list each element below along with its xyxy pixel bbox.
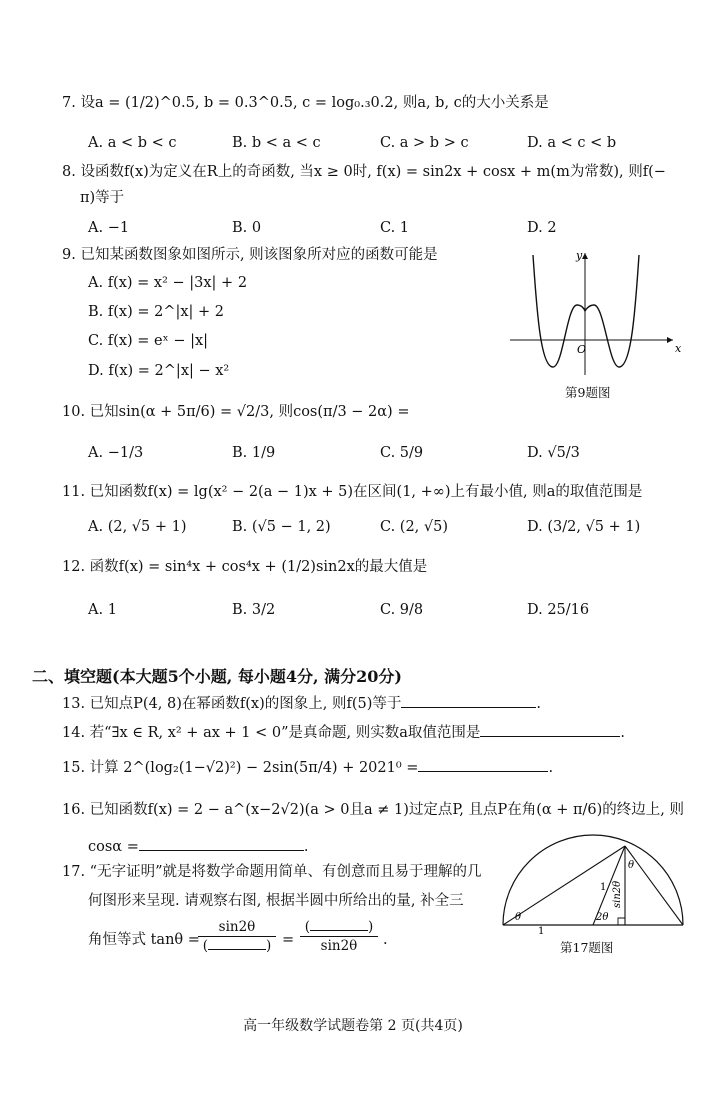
- y-axis-label: y: [576, 249, 583, 262]
- angle-2theta: 2θ: [596, 912, 609, 923]
- q13-stem: 13. 已知点P(4, 8)在幂函数f(x)的图象上, 则f(5)等于 .: [62, 693, 541, 714]
- q9-stem: 9. 已知某函数图象如图所示, 则该图象所对应的函数可能是: [62, 247, 438, 263]
- q11-stem: 11. 已知函数f(x) = lg(x² − 2(a − 1)x + 5)在区间(1, +∞)上有最小值, 则a的取值范围是: [62, 484, 643, 500]
- angle-theta-left: θ: [515, 912, 522, 923]
- q17-text: 角恒等式 tanθ =: [88, 932, 200, 948]
- q7-stem: 7. 设a = (1/2)^0.5, b = 0.3^0.5, c = log₀.₃0.2, 则a, b, c的大小关系是: [62, 95, 549, 111]
- angle-theta-top: θ: [628, 860, 635, 871]
- q9-figure-caption: 第9题图: [565, 385, 611, 400]
- page-footer: 高一年级数学试题卷第 2 页(共4页): [243, 1018, 463, 1034]
- q10-option-c: C. 5/9: [380, 445, 424, 461]
- q17-answer-blank-2[interactable]: [310, 918, 368, 931]
- q17-fraction-1-numerator: sin2θ: [218, 919, 256, 935]
- q17-answer-blank-1[interactable]: [208, 937, 266, 950]
- q10-stem: 10. 已知sin(α + 5π/6) = √2/3, 则cos(π/3 − 2α) =: [62, 404, 410, 420]
- label-one-slant: 1: [600, 882, 607, 893]
- q11-option-b: B. (√5 − 1, 2): [232, 519, 331, 535]
- q7-option-d: D. a < c < b: [527, 135, 617, 151]
- q17-fraction-2-denominator: sin2θ: [320, 938, 358, 954]
- q10-option-b: B. 1/9: [232, 445, 276, 461]
- origin-label: O: [577, 343, 587, 356]
- q7-option-c: C. a > b > c: [380, 135, 469, 151]
- q17-stem-line1: 17. “无字证明”就是将数学命题用简单、有创意而且易于理解的几: [62, 864, 482, 880]
- q11-option-d: D. (3/2, √5 + 1): [527, 519, 641, 535]
- q13-answer-blank[interactable]: [401, 693, 536, 708]
- q12-stem: 12. 函数f(x) = sin⁴x + cos⁴x + (1/2)sin2x的最大值是: [62, 559, 428, 575]
- q7-option-a: A. a < b < c: [88, 135, 177, 151]
- x-axis-label: x: [675, 342, 682, 355]
- q16-answer-blank[interactable]: [139, 836, 304, 851]
- q12-option-c: C. 9/8: [380, 602, 424, 618]
- q17-fraction-1: [196, 918, 278, 955]
- q9-function-graph: [505, 245, 685, 380]
- q8-stem-line1: 8. 设函数f(x)为定义在R上的奇函数, 当x ≥ 0时, f(x) = sin2x + cosx + m(m为常数), 则f(−: [62, 164, 666, 180]
- q17-fraction-1-denominator[interactable]: ( ): [202, 938, 272, 954]
- q11-option-a: A. (2, √5 + 1): [88, 519, 187, 535]
- q8-option-d: D. 2: [527, 220, 557, 236]
- q12-option-d: D. 25/16: [527, 602, 590, 618]
- q14-text: 14. 若“∃x ∈ R, x² + ax + 1 < 0”是真命题, 则实数a取值范围是: [62, 725, 481, 741]
- q10-option-d: D. √5/3: [527, 445, 580, 461]
- q9-option-a: A. f(x) = x² − |3x| + 2: [88, 275, 248, 291]
- q8-stem-line2: π)等于: [80, 190, 125, 206]
- q10-option-a: A. −1/3: [88, 445, 144, 461]
- q17-period: .: [383, 932, 388, 948]
- y-axis-arrow: [582, 253, 588, 259]
- right-angle-mark: [618, 918, 625, 925]
- q8-option-c: C. 1: [380, 220, 410, 236]
- q12-option-b: B. 3/2: [232, 602, 276, 618]
- q16-stem-line2: cosα = .: [88, 836, 308, 857]
- q17-fraction-2-numerator[interactable]: ( ): [304, 919, 374, 935]
- q9-option-d: D. f(x) = 2^|x| − x²: [88, 363, 230, 379]
- q17-figure-caption: 第17题图: [560, 940, 614, 955]
- q8-option-a: A. −1: [88, 220, 130, 236]
- q17-equals: =: [282, 932, 295, 948]
- q16-text: cosα =: [88, 839, 139, 855]
- q13-text: 13. 已知点P(4, 8)在幂函数f(x)的图象上, 则f(5)等于: [62, 696, 402, 712]
- q15-answer-blank[interactable]: [418, 757, 548, 772]
- q7-option-b: B. b < a < c: [232, 135, 321, 151]
- q8-option-b: B. 0: [232, 220, 262, 236]
- label-one-base: 1: [538, 926, 545, 937]
- q11-option-c: C. (2, √5): [380, 519, 449, 535]
- q15-stem: 15. 计算 2^(log₂(1−√2)²) − 2sin(5π/4) + 2021⁰ = .: [62, 757, 553, 778]
- x-axis-arrow: [667, 337, 673, 343]
- q16-stem-line1: 16. 已知函数f(x) = 2 − a^(x−2√2)(a > 0且a ≠ 1)过定点P, 且点P在角(α + π/6)的终边上, 则: [62, 802, 685, 818]
- q17-semicircle-figure: [498, 830, 688, 938]
- section-2-heading: 二、填空题(本大题5个小题, 每小题4分, 满分20分): [32, 667, 402, 686]
- label-sin2theta: sin2θ: [612, 880, 623, 908]
- semicircle-arc: [503, 835, 683, 925]
- q9-option-c: C. f(x) = eˣ − |x|: [88, 333, 209, 349]
- q9-option-b: B. f(x) = 2^|x| + 2: [88, 304, 225, 320]
- q17-stem-line2: 何图形来呈现. 请观察右图, 根据半圆中所给出的量, 补全三: [88, 893, 464, 909]
- q14-answer-blank[interactable]: [480, 722, 620, 737]
- q15-text: 15. 计算 2^(log₂(1−√2)²) − 2sin(5π/4) + 2021⁰ =: [62, 760, 419, 776]
- q14-stem: 14. 若“∃x ∈ R, x² + ax + 1 < 0”是真命题, 则实数a取值范围是 .: [62, 722, 625, 743]
- q17-stem-line3: [88, 930, 200, 950]
- q12-option-a: A. 1: [88, 602, 117, 618]
- q17-fraction-2: [298, 918, 380, 955]
